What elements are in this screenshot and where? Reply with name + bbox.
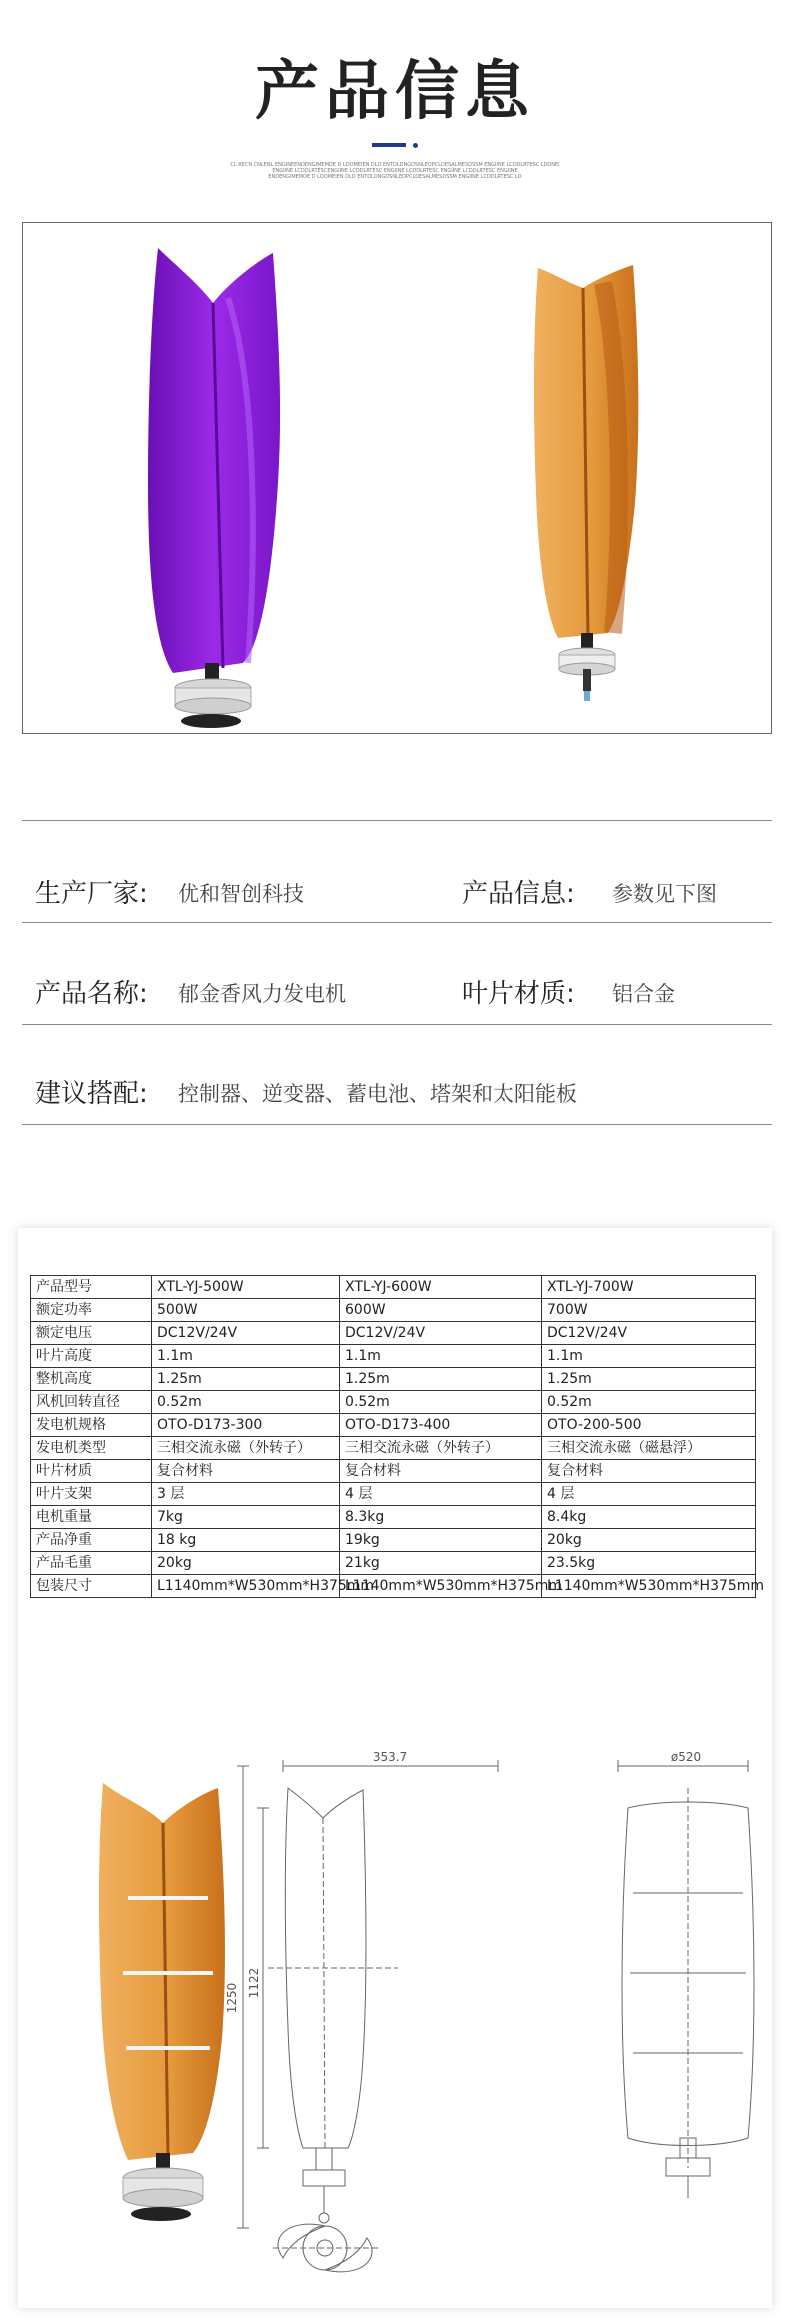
- manufacturer-label: 生产厂家:: [35, 879, 148, 909]
- side-elevation-drawing: [618, 1760, 754, 2198]
- spec-label-cell: 发电机规格: [31, 1414, 152, 1437]
- dim-diameter-label: ø520: [670, 1750, 702, 1764]
- orange-turbine-image: [534, 265, 638, 701]
- product-name-label: 产品名称:: [35, 979, 148, 1009]
- spec-value-cell: 20kg: [542, 1529, 756, 1552]
- product-photo: [23, 223, 771, 733]
- spec-value-cell: 20kg: [152, 1552, 340, 1575]
- spec-value-cell: 21kg: [340, 1552, 542, 1575]
- spec-value-cell: L1140mm*W530mm*H375mm: [340, 1575, 542, 1598]
- spec-label-cell: 发电机类型: [31, 1437, 152, 1460]
- spec-value-cell: 三相交流永磁（外转子）: [152, 1437, 340, 1460]
- spec-label-cell: 产品型号: [31, 1276, 152, 1299]
- title-accent-dash: [372, 143, 406, 147]
- spec-row: [31, 1414, 756, 1437]
- spec-value-cell: XTL-YJ-600W: [340, 1276, 542, 1299]
- spec-value-cell: 23.5kg: [542, 1552, 756, 1575]
- divider: [22, 1124, 772, 1125]
- subtitle-line: CL RECN CNLENL ENGINEENDENGIMEMDE D LDOMEIEN DLD ENTDLDNGDSNLEOPCLDESALMESDSSM ENGIINE LCDDLRTESC LDDNEI: [230, 162, 560, 168]
- spec-value-cell: 18 kg: [152, 1529, 340, 1552]
- spec-value-cell: 三相交流永磁（外转子）: [340, 1437, 542, 1460]
- dim-top-label: 353.7: [372, 1750, 408, 1764]
- product-photo-frame: [22, 222, 772, 734]
- spec-row: [31, 1299, 756, 1322]
- spec-value-cell: 复合材料: [542, 1460, 756, 1483]
- spec-value-cell: L1140mm*W530mm*H375mm: [152, 1575, 340, 1598]
- spec-value-cell: 1.1m: [340, 1345, 542, 1368]
- subtitle-line: ENGIINE LCDDLRTESCENGIINE LCDDLRTESC ENGIINE LCDDLRTESC ENGIINE LCDDLRTESC ENGIINE: [272, 168, 518, 174]
- spec-label-cell: 产品毛重: [31, 1552, 152, 1575]
- dim-blade-height-label: 1122: [247, 1967, 261, 1999]
- spec-value-cell: 3 层: [152, 1483, 340, 1506]
- spec-row: [31, 1276, 756, 1299]
- divider: [22, 922, 772, 923]
- spec-label-cell: 电机重量: [31, 1506, 152, 1529]
- product-info-label: 产品信息:: [462, 879, 575, 909]
- spec-value-cell: 1.1m: [152, 1345, 340, 1368]
- spec-value-cell: 600W: [340, 1299, 542, 1322]
- technical-drawing: [18, 1728, 772, 2298]
- spec-value-cell: L1140mm*W530mm*H375mm: [542, 1575, 756, 1598]
- spec-value-cell: OTO-D173-300: [152, 1414, 340, 1437]
- spec-label-cell: 额定电压: [31, 1322, 152, 1345]
- spec-card: [18, 1228, 772, 2308]
- spec-value-cell: 19kg: [340, 1529, 542, 1552]
- spec-row: [31, 1345, 756, 1368]
- spec-value-cell: DC12V/24V: [340, 1322, 542, 1345]
- spec-value-cell: XTL-YJ-700W: [542, 1276, 756, 1299]
- manufacturer-value: 优和智创科技: [178, 882, 304, 906]
- spec-label-cell: 叶片高度: [31, 1345, 152, 1368]
- spec-label-cell: 产品净重: [31, 1529, 152, 1552]
- spec-row: [31, 1575, 756, 1598]
- spec-value-cell: 0.52m: [340, 1391, 542, 1414]
- page-title: 产品信息: [255, 55, 535, 129]
- spec-value-cell: 4 层: [542, 1483, 756, 1506]
- spec-value-cell: 4 层: [340, 1483, 542, 1506]
- spec-row: [31, 1552, 756, 1575]
- subtitle-line: ENDENGIMEMDE D LDOMEIEN DLD ENTDLDNGDSNLEOPCLDESALMESDSSM ENGIINE LCDDLRTESC LD: [268, 174, 522, 180]
- spec-table: [30, 1275, 765, 1598]
- spec-label-cell: 包装尺寸: [31, 1575, 152, 1598]
- spec-value-cell: 1.25m: [542, 1368, 756, 1391]
- spec-value-cell: 1.1m: [542, 1345, 756, 1368]
- spec-value-cell: XTL-YJ-500W: [152, 1276, 340, 1299]
- spec-value-cell: 复合材料: [340, 1460, 542, 1483]
- product-info-value: 参数见下图: [612, 882, 717, 906]
- spec-row: [31, 1483, 756, 1506]
- spec-row: [31, 1391, 756, 1414]
- spec-label-cell: 叶片支架: [31, 1483, 152, 1506]
- blade-material-label: 叶片材质:: [462, 979, 575, 1009]
- spec-row: [31, 1529, 756, 1552]
- divider: [22, 1024, 772, 1025]
- dim-total-height-label: 1250: [225, 1982, 239, 2014]
- spec-value-cell: 0.52m: [542, 1391, 756, 1414]
- purple-turbine-image: [148, 248, 280, 728]
- spec-row: [31, 1322, 756, 1345]
- blade-material-value: 铝合金: [612, 982, 675, 1006]
- spec-value-cell: 8.4kg: [542, 1506, 756, 1529]
- spec-value-cell: DC12V/24V: [152, 1322, 340, 1345]
- spec-value-cell: 500W: [152, 1299, 340, 1322]
- spec-value-cell: 1.25m: [340, 1368, 542, 1391]
- title-accent-dot: [413, 143, 418, 148]
- spec-value-cell: 0.52m: [152, 1391, 340, 1414]
- spec-value-cell: 复合材料: [152, 1460, 340, 1483]
- spec-row: [31, 1506, 756, 1529]
- product-name-value: 郁金香风力发电机: [178, 982, 346, 1006]
- spec-value-cell: OTO-200-500: [542, 1414, 756, 1437]
- spec-value-cell: 8.3kg: [340, 1506, 542, 1529]
- orange-turbine-photo: [99, 1783, 225, 2221]
- spec-label-cell: 额定功率: [31, 1299, 152, 1322]
- spec-value-cell: DC12V/24V: [542, 1322, 756, 1345]
- spec-label-cell: 叶片材质: [31, 1460, 152, 1483]
- spec-row: [31, 1368, 756, 1391]
- spec-value-cell: 1.25m: [152, 1368, 340, 1391]
- top-view-drawing: [273, 2224, 378, 2272]
- spec-value-cell: OTO-D173-400: [340, 1414, 542, 1437]
- spec-row: [31, 1460, 756, 1483]
- recommended-label: 建议搭配:: [35, 1079, 148, 1109]
- divider: [22, 820, 772, 821]
- spec-row: [31, 1437, 756, 1460]
- spec-value-cell: 7kg: [152, 1506, 340, 1529]
- spec-label-cell: 整机高度: [31, 1368, 152, 1391]
- front-elevation-drawing: [237, 1760, 498, 2228]
- spec-value-cell: 三相交流永磁（磁悬浮）: [542, 1437, 756, 1460]
- recommended-value: 控制器、逆变器、蓄电池、塔架和太阳能板: [178, 1082, 577, 1106]
- spec-label-cell: 风机回转直径: [31, 1391, 152, 1414]
- spec-value-cell: 700W: [542, 1299, 756, 1322]
